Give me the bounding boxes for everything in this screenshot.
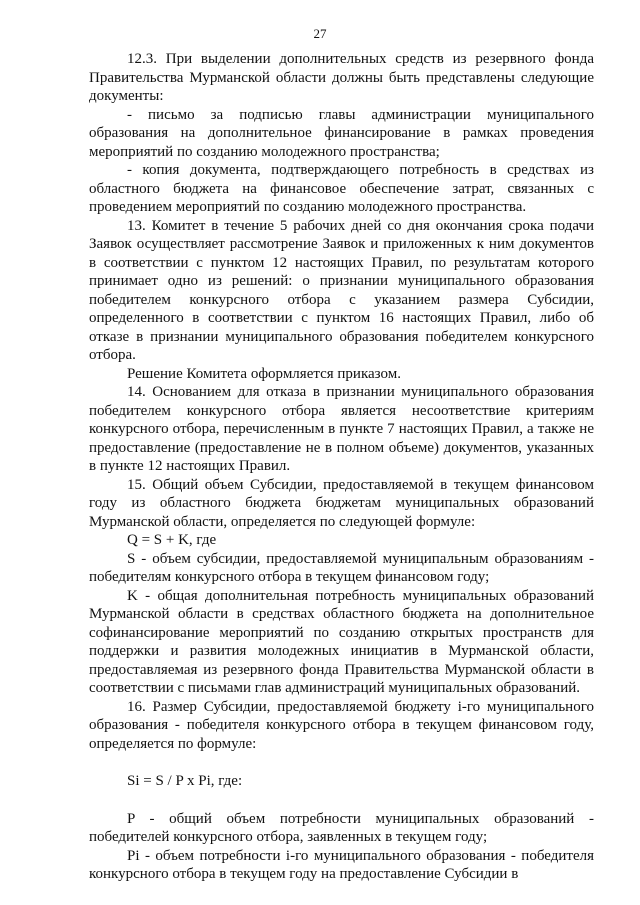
paragraph-14: 14. Основанием для отказа в признании муниципального образования победителем конкурсного отбора является несоответствие критериям конкурсного отбора, перечисленным в пункте 7 настоящих Правил, а также не предоставление (предоставление не в полном объеме) документов, указанных в пункте 12 настоящих Правил. (89, 384, 594, 474)
list-item-letter: - письмо за подписью главы администрации муниципального образования на дополнительное финансирование в рамках проведения мероприятий по созданию молодежного пространства; (89, 106, 594, 160)
definition-s: S - объем субсидии, предоставляемой муниципальным образованиям - победителям конкурсного отбора в текущем финансовом году; (89, 550, 594, 585)
definition-p: P - общий объем потребности муниципальных образований - победителей конкурсного отбора, заявленных в текущем году; (89, 810, 594, 845)
paragraph-13: 13. Комитет в течение 5 рабочих дней со дня окончания срока подачи Заявок осуществляет рассмотрение Заявок и приложенных к ним документов в соответствии с пунктом 12 настоящих Правил, по результатам которого принимает одно из решений: о признании муниципального образования победителем конкурсного отбора с указанием размера Субсидии, определенного в соответствии с пунктом 16 настоящих Правил, либо об отказе в признании муниципального образования победителем конкурсного отбора. (89, 217, 594, 363)
paragraph-16: 16. Размер Субсидии, предоставляемой бюджету i-го муниципального образования - победителя конкурсного отбора в текущем финансовом году, определяется по формуле: (89, 698, 594, 752)
definition-pi: Pi - объем потребности i-го муниципального образования - победителя конкурсного отбора в текущем году на предоставление Субсидии в (89, 847, 594, 882)
definition-k: K - общая дополнительная потребность муниципальных образований Мурманской области в средствах областного бюджета на дополнительное софинансирование мероприятий по созданию открытых пространств для поддержки и развития молодежных инициатив в Мурманской области, предоставляемая из резервного фонда Правительства Мурманской области в соответствии с письмами глав администраций муниципальных образований. (89, 587, 594, 696)
formula-q: Q = S + K, где (127, 532, 217, 548)
formula-si: Si = S / P x Pi, где: (127, 773, 243, 789)
paragraph-15: 15. Общий объем Субсидии, предоставляемой в текущем финансовом году из областного бюджета бюджетам муниципальных образований Мурманской области, определяется по следующей формуле: (89, 476, 594, 530)
list-item-copy-document: - копия документа, подтверждающего потребность в средствах из областного бюджета на финансовое обеспечение затрат, связанных с проведением мероприятий по созданию молодежного пространства. (89, 162, 594, 215)
paragraph-12-3: 12.3. При выделении дополнительных средств из резервного фонда Правительства Мурманской области должны быть представлены следующие документы: (89, 51, 594, 104)
document-body (89, 50, 594, 884)
paragraph-committee-decision: Решение Комитета оформляется приказом. (127, 365, 401, 382)
page-number: 27 (313, 26, 327, 41)
